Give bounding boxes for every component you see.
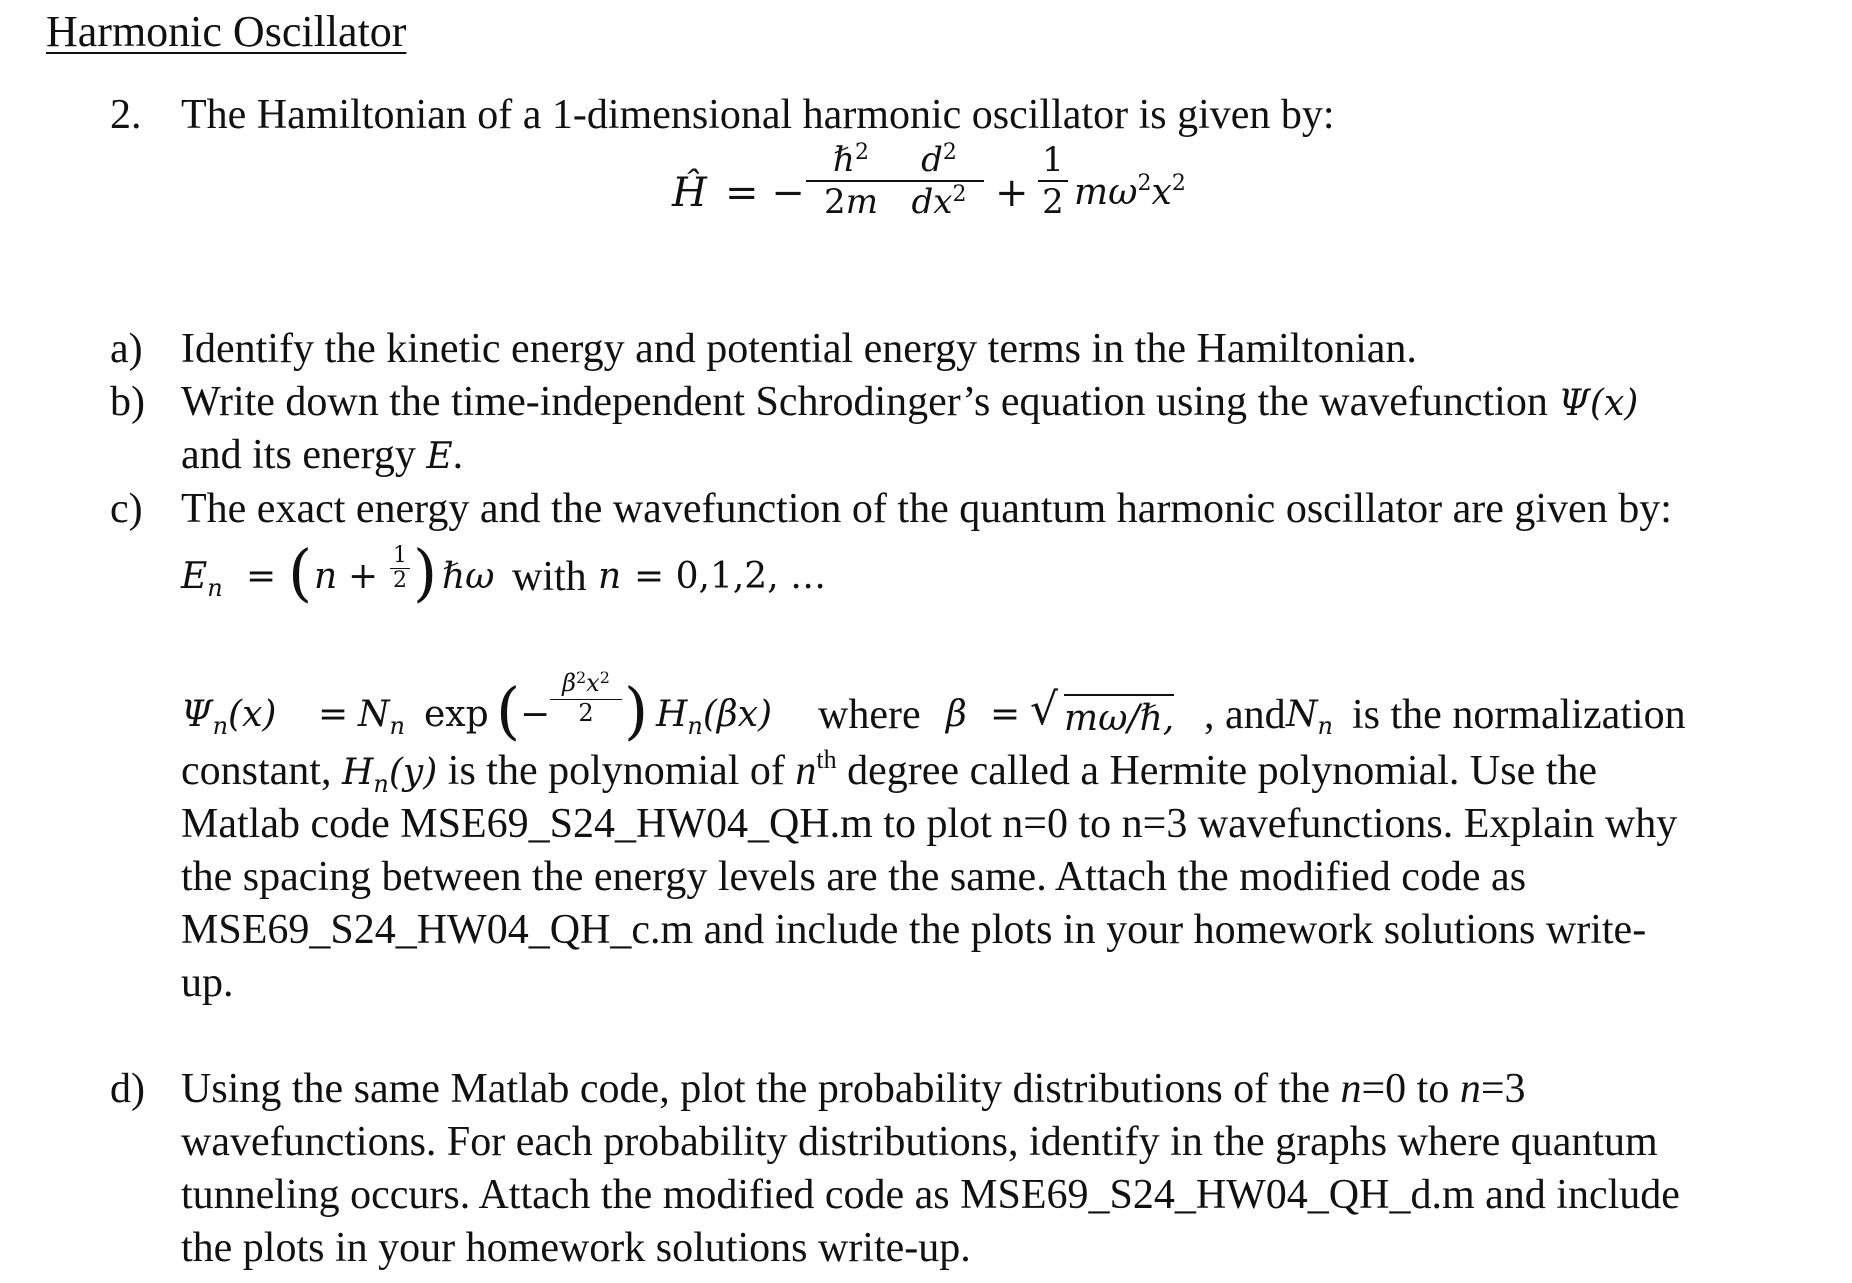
document-page: Harmonic Oscillator 2. The Hamiltonian of a 1-dimensional harmonic oscillator is given by: Ĥ = − ℏ$^2$ 2m $d^2$ $dx^2$ + 1 2 $m\omega^2x^2$ a) Identify the kinetic energy and potential energy terms in the Hamiltonian. b) Write down the time-independent Schrodinger’s equation using the wavefunction Ψ(x) and its energy E. c) The exact energy and the wavefunction of the quantum harmonic oscillator are given by: $E_n$ = ( n + 1 2 ) ℏω with n = 0,1,2, … $\Psi_n(x)$ = $N_n$ exp ( − $\beta^2x^2$ 2 ) $H_n(\beta x)$ where β = √ mω/ℏ, , and $N_n$ is the normalization constant, $H_n(y)$ is the polynomial of $n^{th}$ degree called a Hermite polynomial. Use the Matlab code MSE69_S24_HW04_QH.m to plot n=0 to n=3 wavefunctions. Explain why the spacing between the energy levels are the same. Attach the modified code as MSE69_S24_HW04_QH_c.m and include the plots in your homework solutions write- up. d) Using the same Matlab code, plot the probability distributions of the n=0 to n=3 wavefunctions. For each probability distributions, identify in the graphs where quantum tunneling occurs. Attach the modified code as MSE69_S24_HW04_QH_d.m and include the plots in your homework solutions write-up.	[0, 0, 1852, 1283]
part-c-line2: constant, $H_n(y)$ is the polynomial of $n^{th}$ degree called a Hermite polynomial. Use the	[181, 745, 1598, 798]
part-c-line4: the spacing between the energy levels are the same. Attach the modified code as	[181, 854, 1527, 900]
problem-number: 2.	[110, 92, 142, 138]
part-b-line1: Write down the time-independent Schrodinger’s equation using the wavefunction Ψ(x)	[181, 379, 1639, 425]
part-c-line6: up.	[181, 960, 234, 1006]
part-b-line2: and its energy E.	[181, 432, 464, 478]
part-a-label: a)	[110, 326, 143, 372]
part-d-line2: wavefunctions. For each probability distributions, identify in the graphs where quantum	[181, 1119, 1658, 1165]
part-c-line1: The exact energy and the wavefunction of the quantum harmonic oscillator are given by:	[181, 486, 1672, 532]
part-d-line4: the plots in your homework solutions write-up.	[181, 1225, 971, 1271]
section-heading: Harmonic Oscillator	[46, 7, 407, 56]
part-c-label: c)	[110, 486, 143, 532]
part-d-line3: tunneling occurs. Attach the modified code as MSE69_S24_HW04_QH_d.m and include	[181, 1172, 1680, 1218]
part-a-text: Identify the kinetic energy and potential energy terms in the Hamiltonian.	[181, 326, 1417, 372]
problem-intro: The Hamiltonian of a 1-dimensional harmonic oscillator is given by:	[181, 92, 1335, 138]
part-b-label: b)	[110, 379, 145, 425]
wavefunction-symbol: Ψ(x)	[1558, 383, 1639, 424]
part-d-label: d)	[110, 1066, 145, 1112]
part-d-line1: Using the same Matlab code, plot the probability distributions of the n=0 to n=3	[181, 1066, 1526, 1112]
part-c-line5: MSE69_S24_HW04_QH_c.m and include the plots in your homework solutions write-	[181, 907, 1647, 953]
part-c-line3: Matlab code MSE69_S24_HW04_QH.m to plot n=0 to n=3 wavefunctions. Explain why	[181, 801, 1678, 847]
